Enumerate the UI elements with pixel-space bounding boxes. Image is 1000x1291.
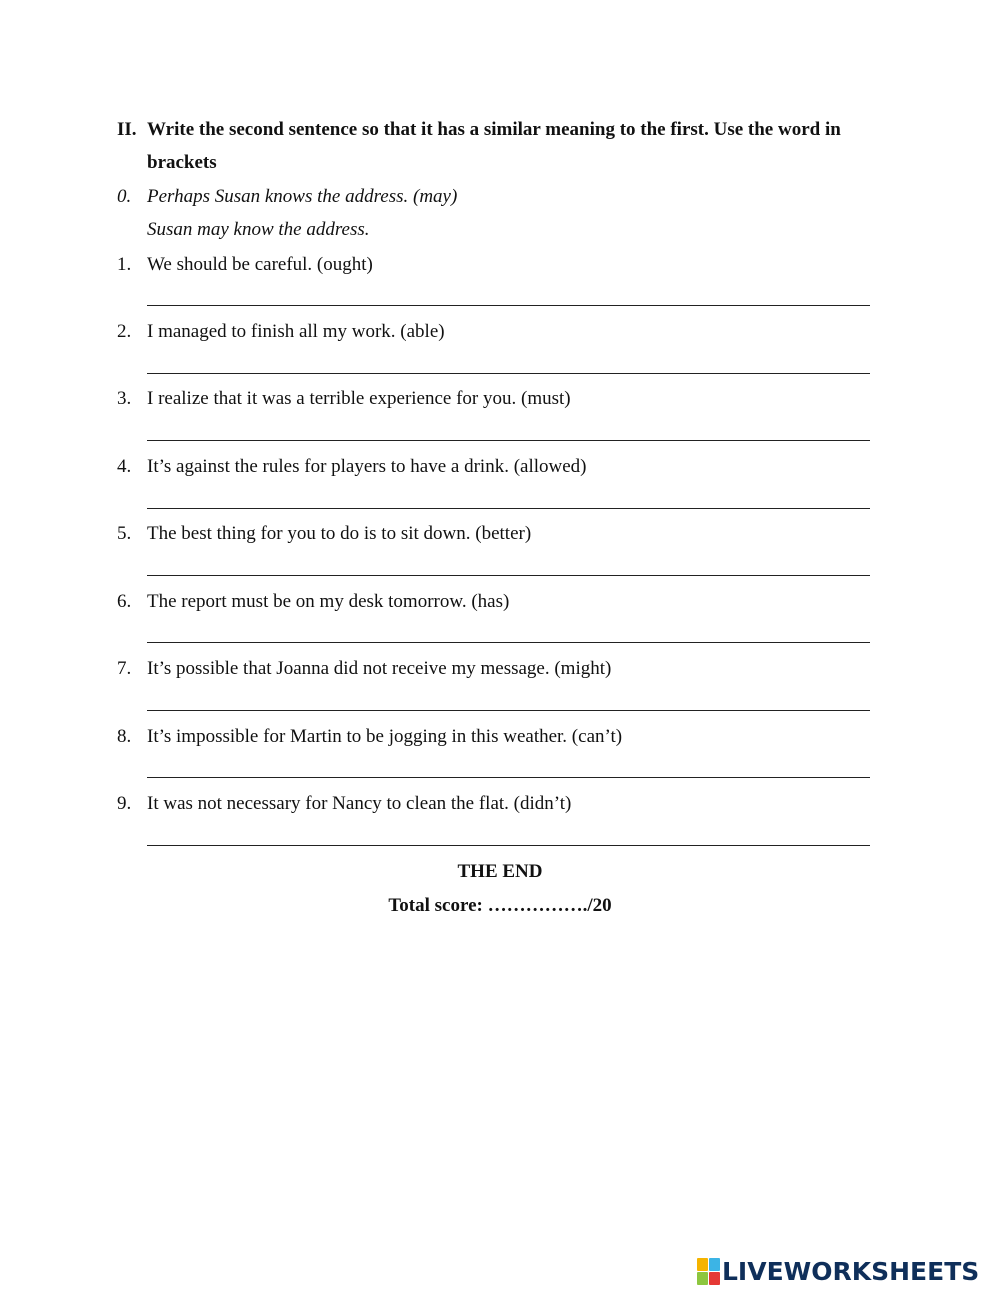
answer-line-3[interactable] [147,440,870,441]
answer-line-6[interactable] [147,642,870,643]
logo-icon [697,1258,719,1284]
total-score: Total score: ……………./20 [388,895,612,916]
end-heading: THE END [457,861,543,882]
question-text: It’s possible that Joanna did not receive my message. (might) [147,658,612,679]
question-number: 3. [117,388,132,409]
question-number: 8. [117,726,132,747]
example-answer: Susan may know the address. [147,219,370,240]
section-number: II. [117,119,137,140]
logo-text: LIVEWORKSHEETS [722,1256,980,1286]
question-text: It’s against the rules for players to have a drink. (allowed) [147,456,587,477]
example-original: Perhaps Susan knows the address. (may) [147,186,458,207]
liveworksheets-logo [697,1256,979,1286]
question-number: 9. [117,793,132,814]
section-instruction-line2: brackets [147,152,217,173]
question-text: It was not necessary for Nancy to clean the flat. (didn’t) [147,793,572,814]
question-text: It’s impossible for Martin to be jogging in this weather. (can’t) [147,726,623,747]
question-text: The report must be on my desk tomorrow. (has) [147,591,510,612]
question-text: I realize that it was a terrible experience for you. (must) [147,388,571,409]
answer-line-7[interactable] [147,710,870,711]
question-number: 4. [117,456,132,477]
question-number: 6. [117,591,132,612]
answer-line-8[interactable] [147,777,870,778]
section-instruction-line1: Write the second sentence so that it has a similar meaning to the first. Use the word in [147,119,841,140]
answer-line-5[interactable] [147,575,870,576]
answer-line-4[interactable] [147,508,870,509]
question-number: 1. [117,254,132,275]
question-number: 5. [117,523,132,544]
answer-line-1[interactable] [147,305,870,306]
answer-line-2[interactable] [147,373,870,374]
example-number: 0. [117,186,132,207]
question-text: We should be careful. (ought) [147,254,373,275]
question-text: I managed to finish all my work. (able) [147,321,445,342]
answer-line-9[interactable] [147,845,870,846]
question-number: 7. [117,658,132,679]
question-number: 2. [117,321,132,342]
question-text: The best thing for you to do is to sit down. (better) [147,523,532,544]
